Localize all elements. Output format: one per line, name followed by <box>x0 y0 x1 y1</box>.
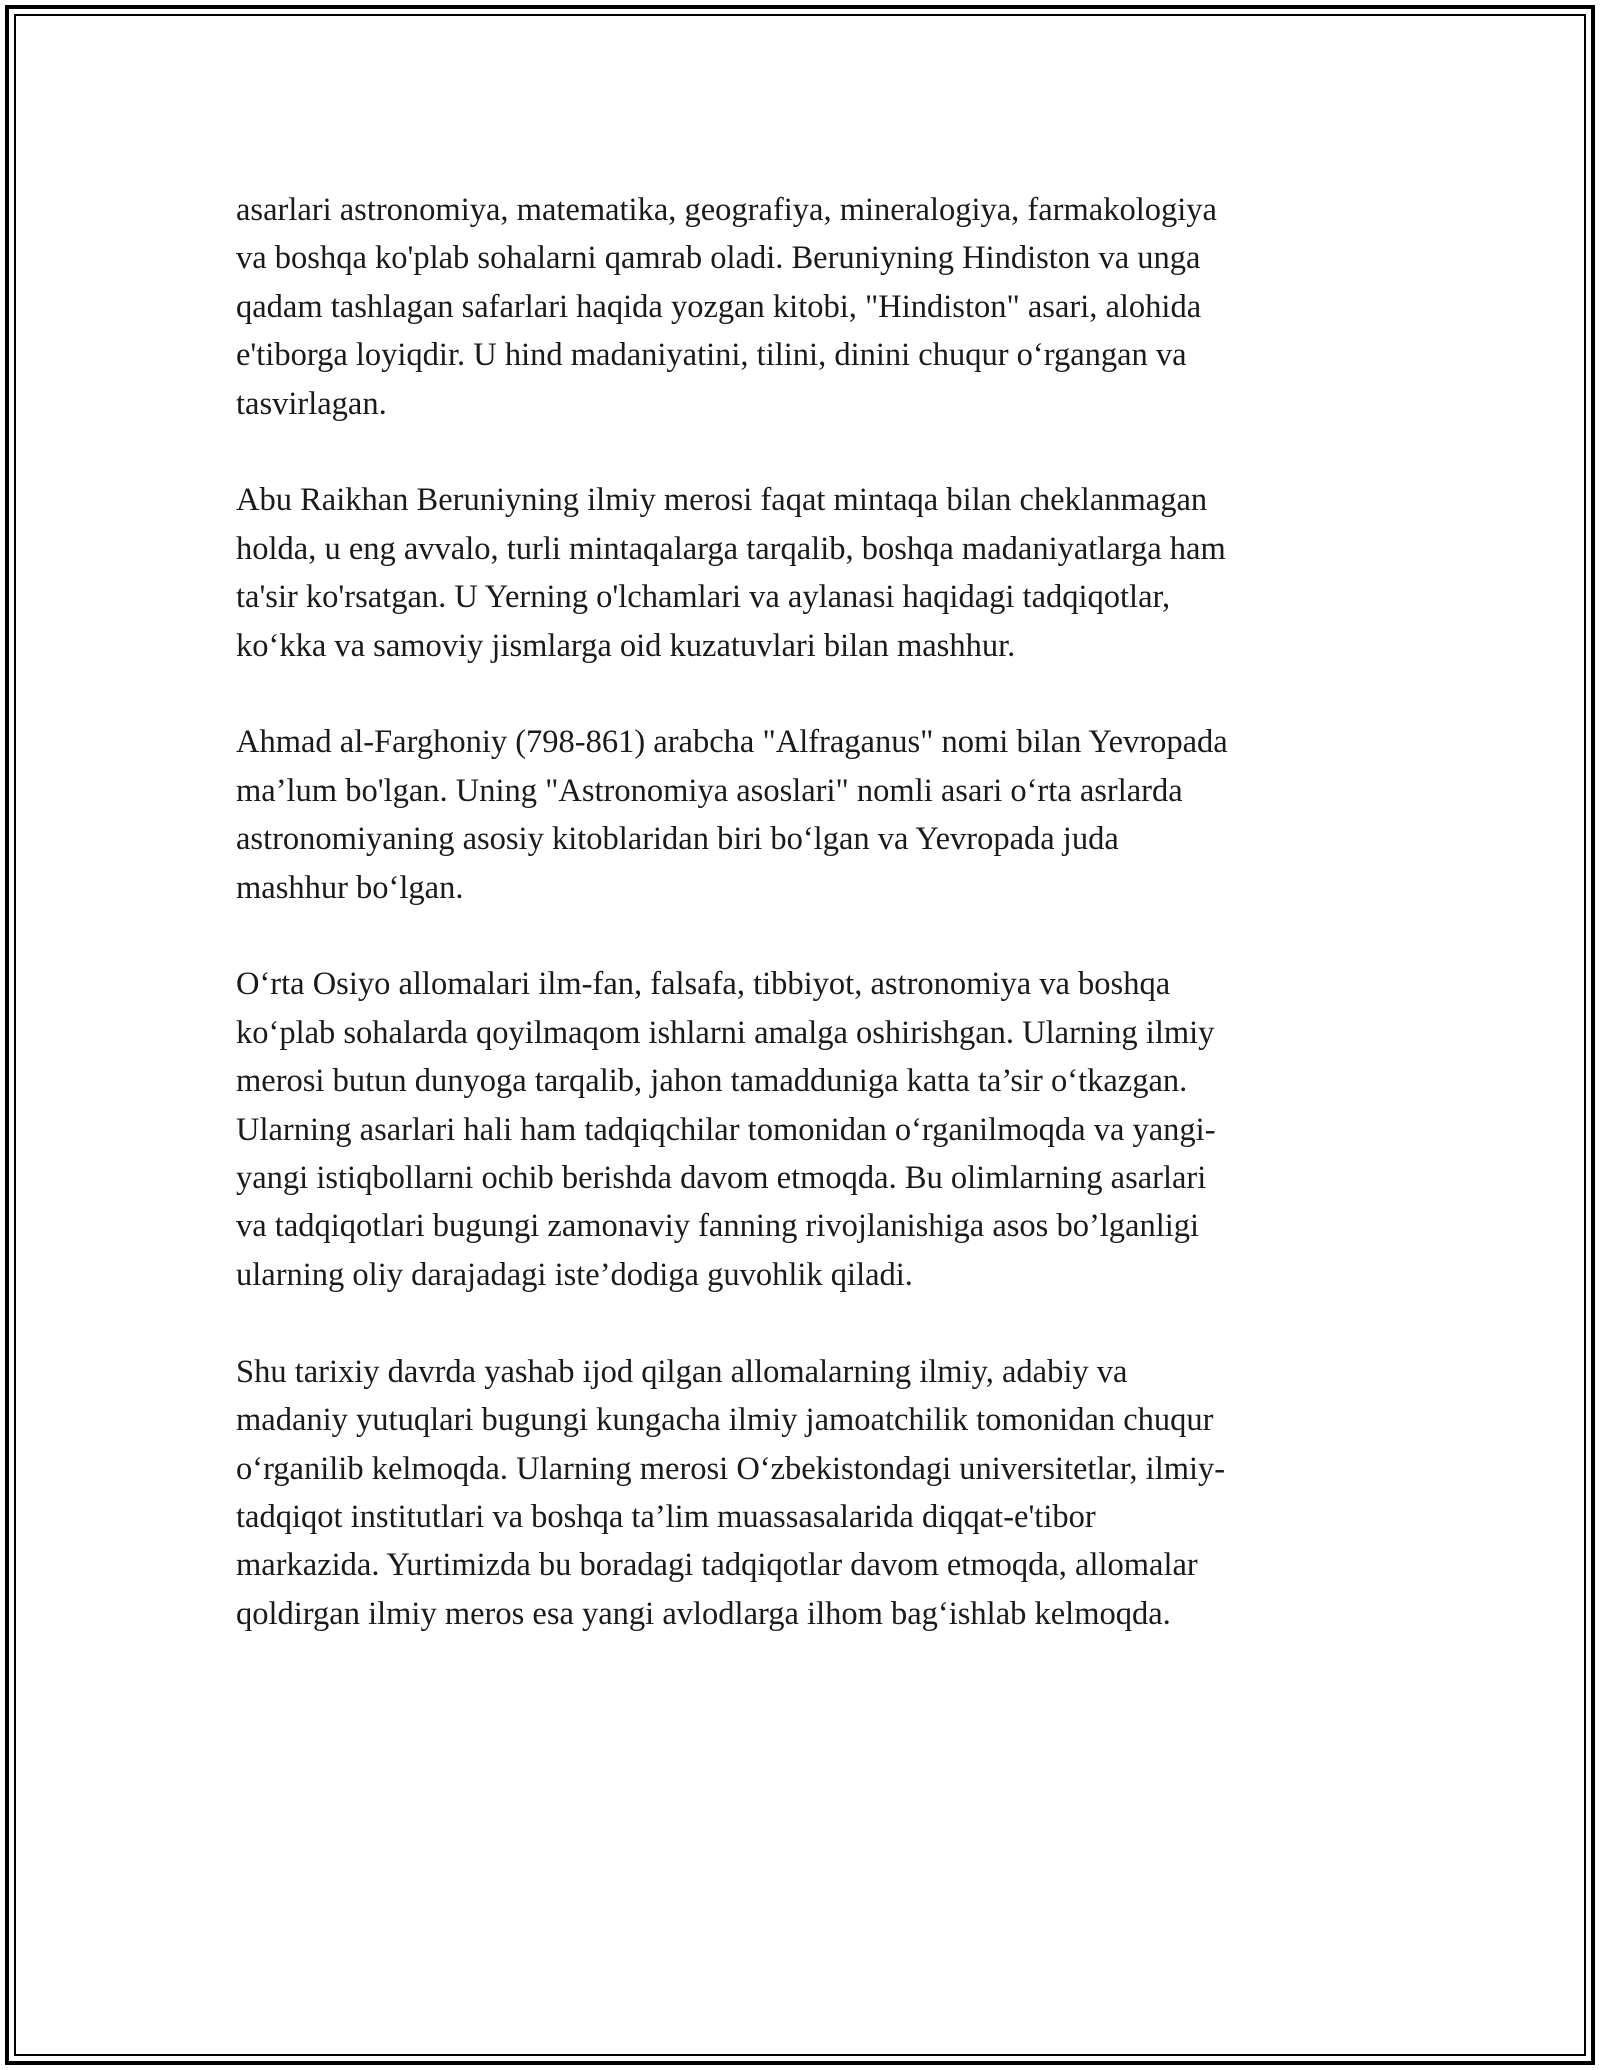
text-line: mashhur bo‘lgan. <box>236 869 464 906</box>
text-line: tadqiqot institutlari va boshqa ta’lim muassasalarida diqqat-e'tibor <box>236 1498 1096 1535</box>
text-line: ko‘plab sohalarda qoyilmaqom ishlarni amalga oshirishgan. Ularning ilmiy <box>236 1014 1215 1051</box>
text-line: Shu tarixiy davrda yashab ijod qilgan allomalarning ilmiy, adabiy va <box>236 1353 1128 1390</box>
text-line: ularning oliy darajadagi iste’dodiga guvohlik qiladi. <box>236 1256 913 1293</box>
paragraph-2 <box>236 476 1366 670</box>
text-line: astronomiyaning asosiy kitoblaridan biri bo‘lgan va Yevropada juda <box>236 821 1119 858</box>
text-line: O‘rta Osiyo allomalari ilm-fan, falsafa, tibbiyot, astronomiya va boshqa <box>236 966 1171 1003</box>
text-line: merosi butun dunyoga tarqalib, jahon tamadduniga katta ta’sir o‘tkazgan. <box>236 1063 1188 1100</box>
text-line: yangi istiqbollarni ochib berishda davom etmoqda. Bu olimlarning asarlari <box>236 1160 1207 1197</box>
text-line: va boshqa ko'plab sohalarni qamrab oladi. Beruniyning Hindiston va unga <box>236 240 1201 277</box>
text-line: qoldirgan ilmiy meros esa yangi avlodlarga ilhom bag‘ishlab kelmoqda. <box>236 1595 1171 1632</box>
document-body <box>236 186 1366 1687</box>
paragraph-5 <box>236 1348 1366 1638</box>
paragraph-4 <box>236 960 1366 1299</box>
text-line: madaniy yutuqlari bugungi kungacha ilmiy jamoatchilik tomonidan chuqur <box>236 1402 1214 1439</box>
text-line: ko‘kka va samoviy jismlarga oid kuzatuvlari bilan mashhur. <box>236 627 1016 664</box>
text-line: Abu Raikhan Beruniyning ilmiy merosi faqat mintaqa bilan cheklanmagan <box>236 482 1208 519</box>
text-line: Ularning asarlari hali ham tadqiqchilar tomonidan o‘rganilmoqda va yangi- <box>236 1111 1216 1148</box>
text-line: holda, u eng avvalo, turli mintaqalarga tarqalib, boshqa madaniyatlarga ham <box>236 530 1226 567</box>
text-line: tasvirlagan. <box>236 385 387 422</box>
text-line: Ahmad al-Farghoniy (798-861) arabcha "Alfraganus" nomi bilan Yevropada <box>236 724 1228 761</box>
text-line: markazida. Yurtimizda bu boradagi tadqiqotlar davom etmoqda, allomalar <box>236 1547 1198 1584</box>
text-line: ta'sir ko'rsatgan. U Yerning o'lchamlari va aylanasi haqidagi tadqiqotlar, <box>236 579 1171 616</box>
text-line: asarlari astronomiya, matematika, geografiya, mineralogiya, farmakologiya <box>236 192 1217 228</box>
paragraph-3 <box>236 718 1366 912</box>
paragraph-1 <box>236 186 1366 428</box>
text-line: va tadqiqotlari bugungi zamonaviy fanning rivojlanishiga asos bo’lganligi <box>236 1208 1200 1245</box>
text-line: e'tiborga loyiqdir. U hind madaniyatini, tilini, dinini chuqur o‘rgangan va <box>236 337 1187 374</box>
text-line: ma’lum bo'lgan. Uning "Astronomiya asoslari" nomli asari o‘rta asrlarda <box>236 772 1183 809</box>
text-line: o‘rganilib kelmoqda. Ularning merosi O‘zbekistondagi universitetlar, ilmiy- <box>236 1450 1226 1487</box>
text-line: qadam tashlagan safarlari haqida yozgan kitobi, "Hindiston" asari, alohida <box>236 288 1202 325</box>
